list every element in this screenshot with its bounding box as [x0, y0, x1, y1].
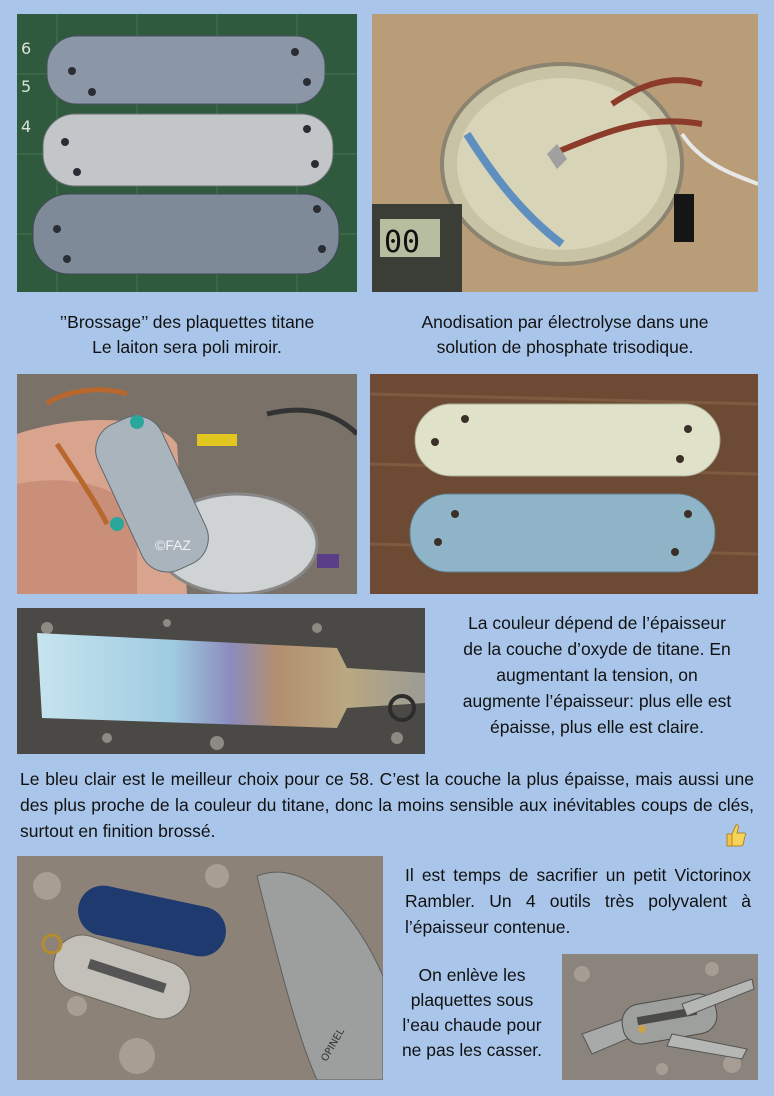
caption-line: ’’Brossage’’ des plaquettes titane — [59, 312, 315, 332]
svg-text:5: 5 — [21, 77, 32, 96]
photo-brushed-scales — [17, 14, 357, 292]
caption-line: plaquettes sous — [410, 990, 534, 1010]
photo-victorinox-and-blade — [17, 856, 383, 1080]
paragraph-bleu-clair: Le bleu clair est le meilleur choix pour ce 58. C’est la couche la plus épaisse, mais aussi une des plus proche de la couleur du titane, donc la moins sensible aux inévitables coups de clés, surtout en finition brossé. — [20, 769, 754, 841]
svg-text:6: 6 — [21, 39, 32, 58]
caption-line: Le laiton sera poli miroir. — [92, 337, 282, 357]
photo-color-gradient-strip — [17, 608, 425, 754]
caption-line: augmentant la tension, on — [496, 665, 698, 685]
caption-line: On enlève les — [418, 965, 526, 985]
thumbs-up-icon — [723, 822, 747, 848]
photo-watermark: ©FAZ — [155, 537, 191, 553]
caption-anodisation — [372, 310, 758, 360]
caption-line: augmente l’épaisseur: plus elle est — [462, 691, 732, 711]
caption-line: Anodisation par électrolyse dans une — [421, 312, 709, 332]
caption-line: solution de phosphate trisodique. — [436, 337, 694, 357]
photo-anodized-scales — [370, 374, 758, 594]
multimeter-display: 00 — [384, 225, 421, 260]
caption-enleve — [388, 963, 556, 1063]
caption-couleur — [432, 610, 762, 740]
caption-brossage — [17, 310, 357, 360]
svg-text:4: 4 — [21, 117, 32, 136]
caption-line: de la couche d’oxyde de titane. En — [463, 639, 731, 659]
photo-disassembled-knife — [562, 954, 758, 1080]
caption-line: La couleur dépend de l’épaisseur — [468, 613, 726, 633]
photo-electrolysis-setup — [372, 14, 758, 292]
caption-line: ne pas les casser. — [401, 1040, 543, 1060]
caption-line: l’eau chaude pour — [402, 1015, 542, 1035]
paragraph-sacrifier: Il est temps de sacrifier un petit Victorinox Rambler. Un 4 outils très polyvalent à l’épaisseur contenue. — [405, 865, 751, 937]
blade-marking: OPINEL — [319, 1026, 348, 1064]
caption-line: épaisse, plus elle est claire. — [490, 717, 704, 737]
photo-hand-with-scale — [17, 374, 357, 594]
